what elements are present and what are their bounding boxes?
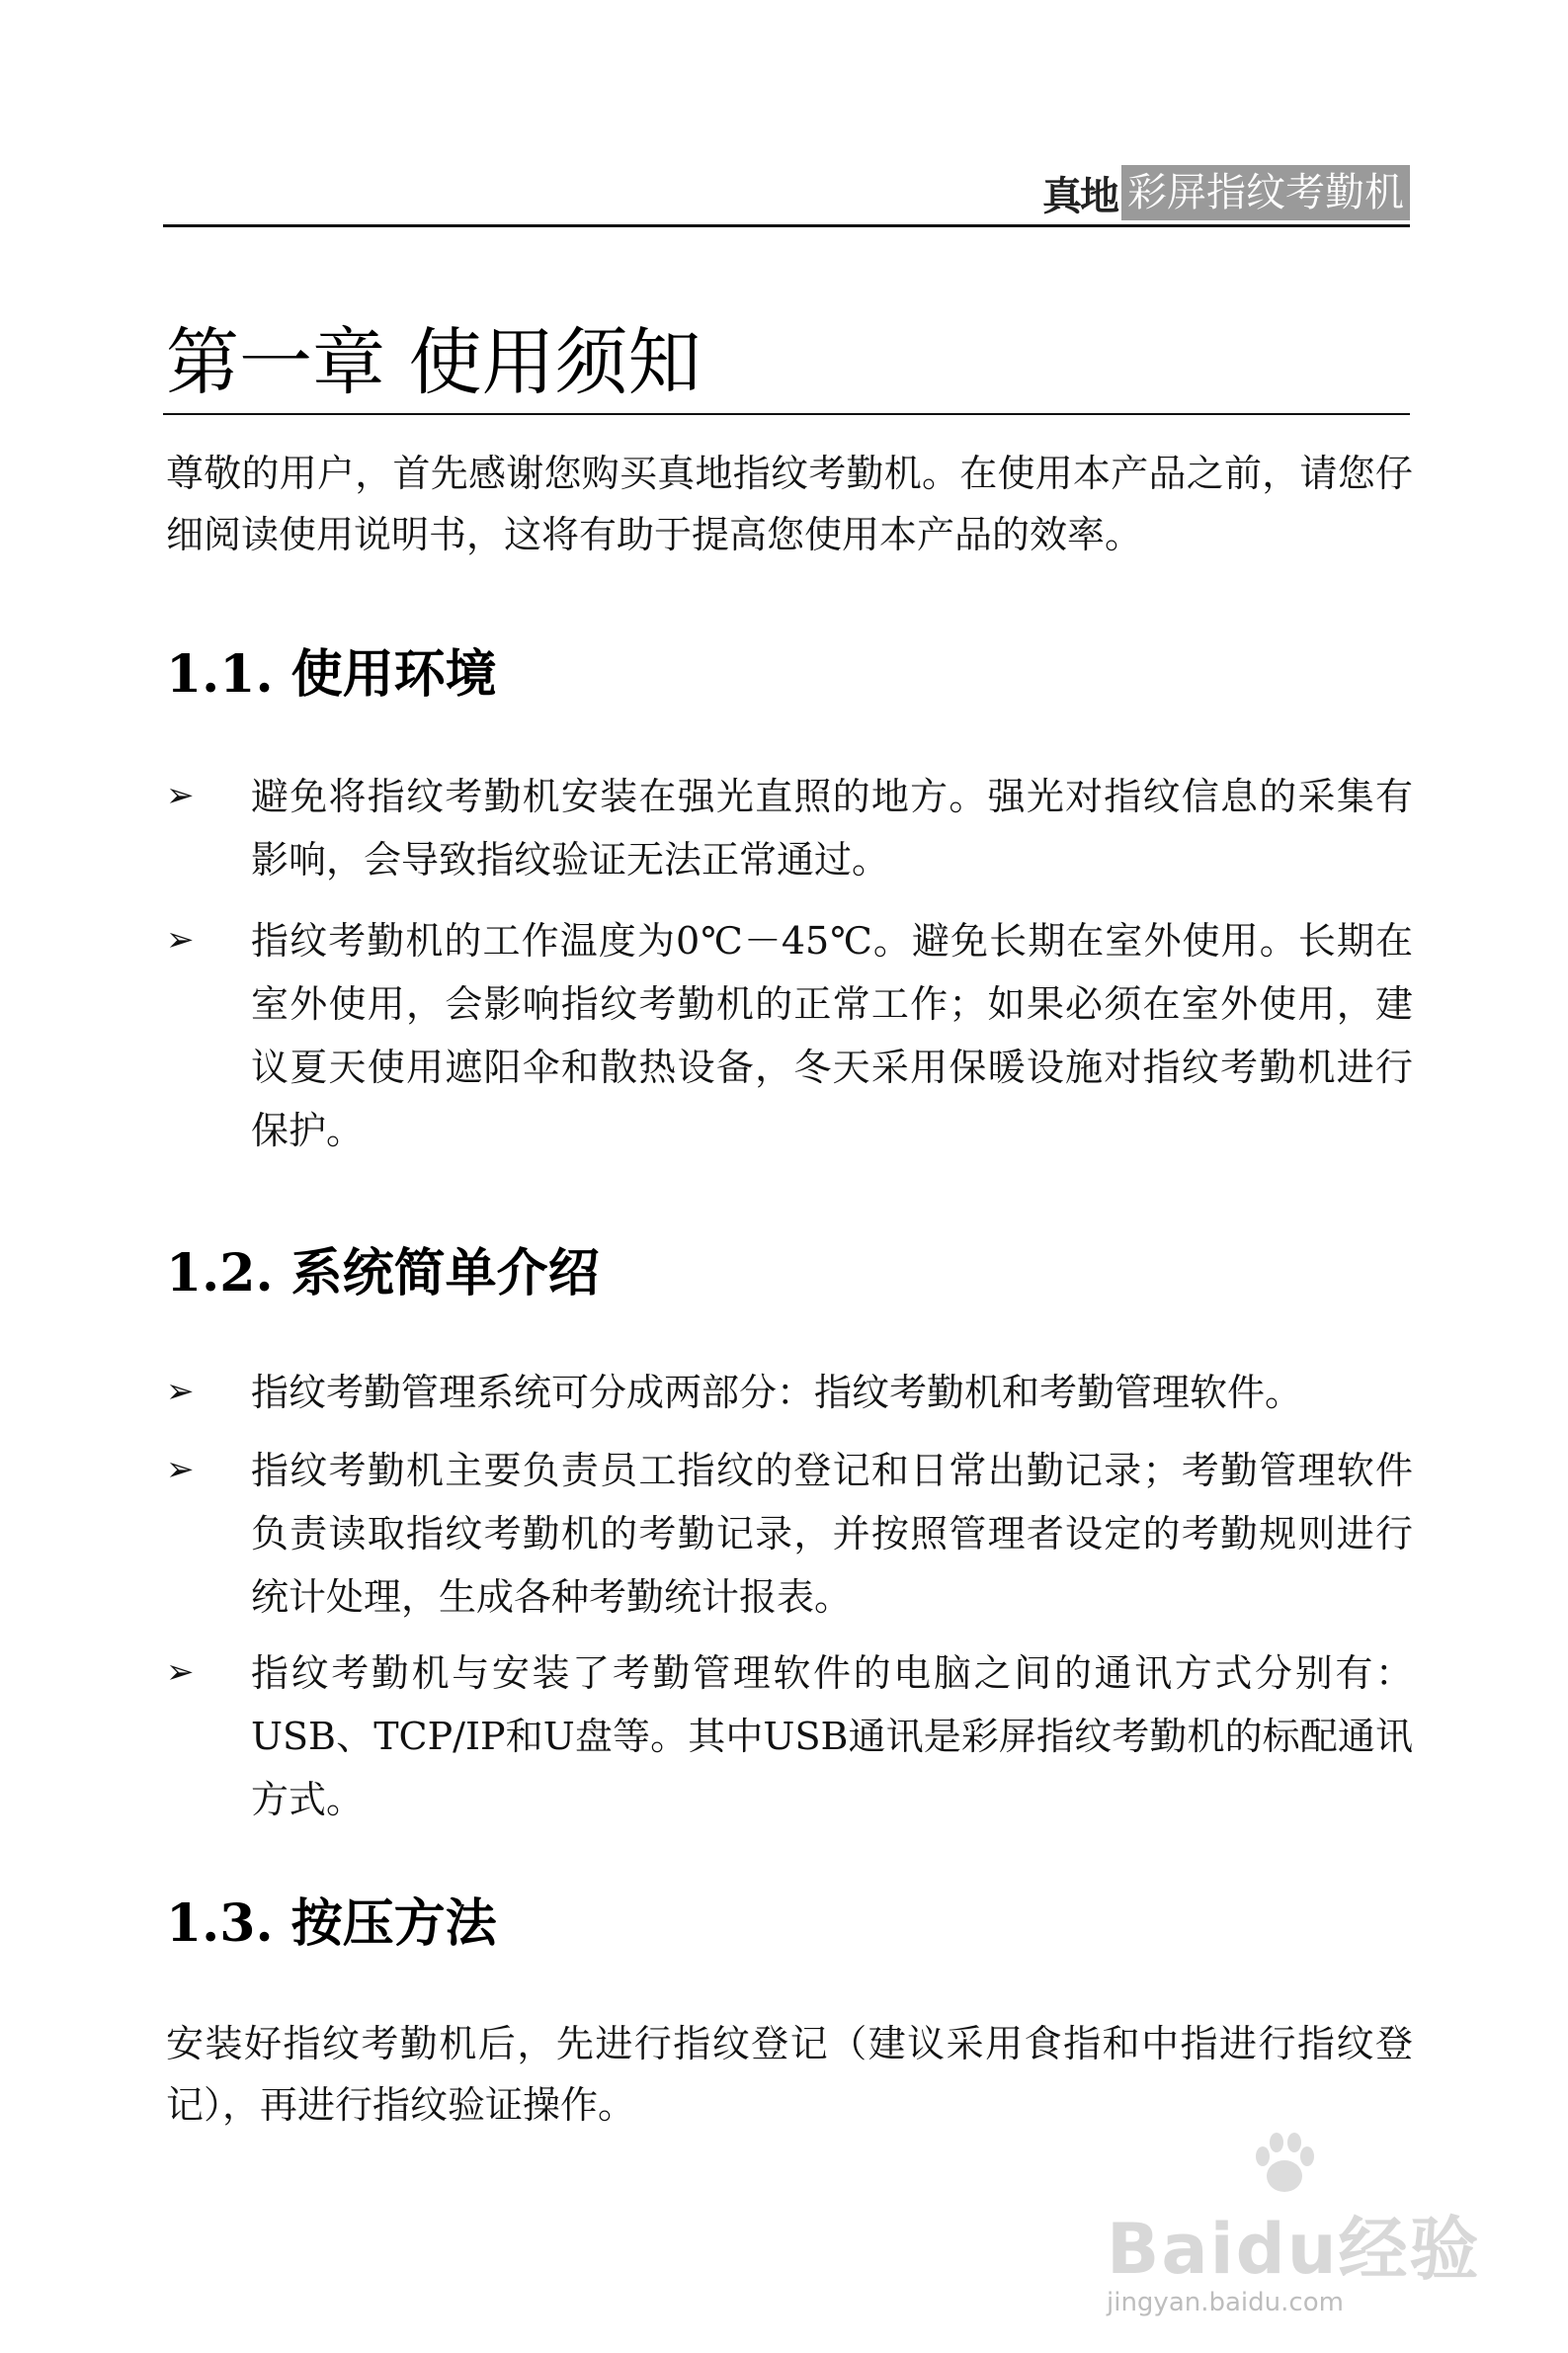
list-item: [166, 765, 1413, 891]
bullet-arrow-icon: ➢: [166, 1372, 195, 1411]
bullet-arrow-icon: ➢: [166, 776, 195, 815]
list-item-text: 指纹考勤机与安装了考勤管理软件的电脑之间的通讯方式分别有：USB、TCP/IP和U盘等。其中USB通讯是彩屏指纹考勤机的标配通讯方式。: [251, 1651, 1413, 1821]
baidu-watermark: [1107, 2125, 1502, 2322]
header-title: 彩屏指纹考勤机: [1121, 165, 1410, 220]
section-title-press-method: 1.3. 按压方法: [166, 1893, 497, 1954]
chapter-title: 第一章 使用须知: [166, 320, 701, 405]
running-header: [1042, 162, 1410, 223]
list-item: [166, 909, 1413, 1162]
paw-icon: [1245, 2125, 1324, 2204]
chapter-divider: [163, 413, 1410, 415]
list-item-text: 指纹考勤管理系统可分成两部分：指纹考勤机和考勤管理软件。: [251, 1371, 1303, 1414]
list-item-text: 指纹考勤机主要负责员工指纹的登记和日常出勤记录；考勤管理软件负责读取指纹考勤机的考勤记录，并按照管理者设定的考勤规则进行统计处理，生成各种考勤统计报表。: [251, 1449, 1413, 1619]
list-item: [166, 1361, 1413, 1424]
bullet-arrow-icon: ➢: [166, 1652, 195, 1692]
watermark-url: jingyan.baidu.com: [1107, 2288, 1344, 2317]
list-item-text: 指纹考勤机的工作温度为0℃－45℃。避免长期在室外使用。长期在室外使用，会影响指纹考勤机的正常工作；如果必须在室外使用，建议夏天使用遮阳伞和散热设备，冬天采用保暖设施对指纹考勤机进行保护。: [251, 919, 1413, 1152]
header-divider: [163, 224, 1410, 227]
bullet-arrow-icon: ➢: [166, 920, 195, 960]
list-item: [166, 1439, 1413, 1629]
watermark-brand: Baidu经验: [1107, 2209, 1481, 2290]
brand-logo: 真地: [1042, 173, 1117, 219]
list-item-text: 避免将指纹考勤机安装在强光直照的地方。强光对指纹信息的采集有影响，会导致指纹验证无法正常通过。: [251, 775, 1413, 882]
section-title-environment: 1.1. 使用环境: [166, 644, 497, 705]
press-method-paragraph: 安装好指纹考勤机后，先进行指纹登记（建议采用食指和中指进行指纹登记），再进行指纹验证操作。: [166, 2022, 1413, 2127]
bullet-arrow-icon: ➢: [166, 1450, 195, 1489]
intro-paragraph: 尊敬的用户，首先感谢您购买真地指纹考勤机。在使用本产品之前，请您仔细阅读使用说明书，这将有助于提高您使用本产品的效率。: [166, 452, 1413, 556]
list-item: [166, 1641, 1413, 1831]
section-title-system-intro: 1.2. 系统简单介绍: [166, 1243, 600, 1303]
